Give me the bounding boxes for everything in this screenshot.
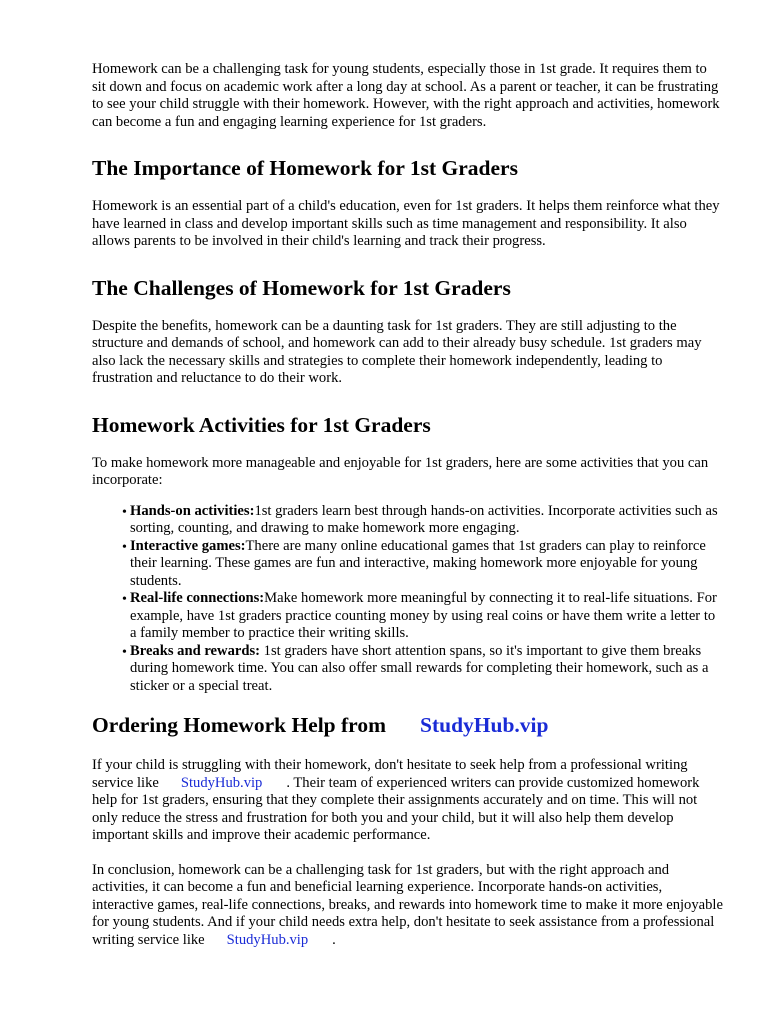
conclusion-text-before: In conclusion, homework can be a challenging task for 1st graders, but with the right approach and activities, it can become a fun and beneficial learning experience. Incorporate hands-on activities, interactive games, real-life connections, breaks, and rewards into homework time to make it more enjoyable for young students. And if your child needs extra help, don't hesitate to seek assistance from a professional writing service like bbox=[92, 861, 723, 948]
list-item bbox=[122, 590, 724, 643]
ordering-text-after: . Their team of experienced writers can provide customized homework help for 1st graders, ensuring that they complete their assignments accurately and on time. This will not only reduce the stress and frustration for both you and your child, but it will also help them develop important skills and improve their academic performance. bbox=[92, 774, 700, 843]
list-item-title: Hands-on activities: bbox=[130, 502, 255, 519]
activities-list bbox=[92, 503, 724, 696]
list-item bbox=[122, 538, 724, 591]
studyhub-heading-link[interactable]: StudyHub.vip bbox=[420, 713, 549, 737]
intro-paragraph: Homework can be a challenging task for young students, especially those in 1st grade. It requires them to sit down and focus on academic work after a long day at school. As a parent or teacher, it can be frustrating to see your child struggle with their homework. However, with the right approach and activities, homework can become a fun and engaging learning experience for 1st graders. bbox=[92, 61, 720, 130]
list-item-text: 1st graders learn best through hands-on activities. Incorporate activities such as sorting, counting, and drawing to make homework more engaging. bbox=[130, 502, 718, 536]
list-item-text: There are many online educational games that 1st graders can play to reinforce their learning. These games are fun and interactive, making homework more enjoyable for young students. bbox=[130, 537, 706, 589]
conclusion-text-after: . bbox=[332, 931, 336, 948]
heading-importance: The Importance of Homework for 1st Graders bbox=[92, 156, 518, 180]
studyhub-conclusion-link[interactable]: StudyHub.vip bbox=[226, 931, 309, 948]
heading-activities: Homework Activities for 1st Graders bbox=[92, 412, 431, 437]
list-item bbox=[122, 503, 724, 538]
activities-paragraph: To make homework more manageable and enjoyable for 1st graders, here are some activities that you can incorporate: bbox=[92, 454, 709, 488]
list-item-text: 1st graders have short attention spans, so it's important to give them breaks during homework time. You can also offer small rewards for completing their homework, such as a sticker or a special treat. bbox=[130, 642, 709, 694]
list-item-title: Interactive games: bbox=[130, 537, 246, 554]
list-item bbox=[122, 643, 724, 696]
importance-paragraph: Homework is an essential part of a child's education, even for 1st graders. It helps them reinforce what they have learned in class and develop important skills such as time management and responsibility. It also allows parents to be involved in their child's learning and track their progress. bbox=[92, 198, 720, 249]
challenges-paragraph: Despite the benefits, homework can be a daunting task for 1st graders. They are still adjusting to the structure and demands of school, and homework can add to their already busy schedule. 1st graders may also lack the necessary skills and strategies to complete their homework independently, leading to frustration and reluctance to do their work. bbox=[92, 317, 702, 386]
studyhub-inline-link[interactable]: StudyHub.vip bbox=[180, 774, 263, 791]
heading-ordering bbox=[92, 712, 724, 738]
ordering-text-before: If your child is struggling with their homework, don't hesitate to seek help from a professional writing service like bbox=[92, 757, 688, 791]
heading-challenges: The Challenges of Homework for 1st Graders bbox=[92, 275, 511, 300]
list-item-title: Breaks and rewards: bbox=[130, 642, 261, 659]
list-item-title: Real-life connections: bbox=[130, 590, 265, 606]
list-item-text: Make homework more meaningful by connecting it to real-life situations. For example, have 1st graders practice counting money by using real coins or have them write a letter to a family member to practice their writing skills. bbox=[130, 590, 717, 641]
heading-ordering-text: Ordering Homework Help from bbox=[92, 713, 386, 737]
ordering-paragraph bbox=[92, 757, 724, 845]
conclusion-paragraph bbox=[92, 862, 724, 950]
